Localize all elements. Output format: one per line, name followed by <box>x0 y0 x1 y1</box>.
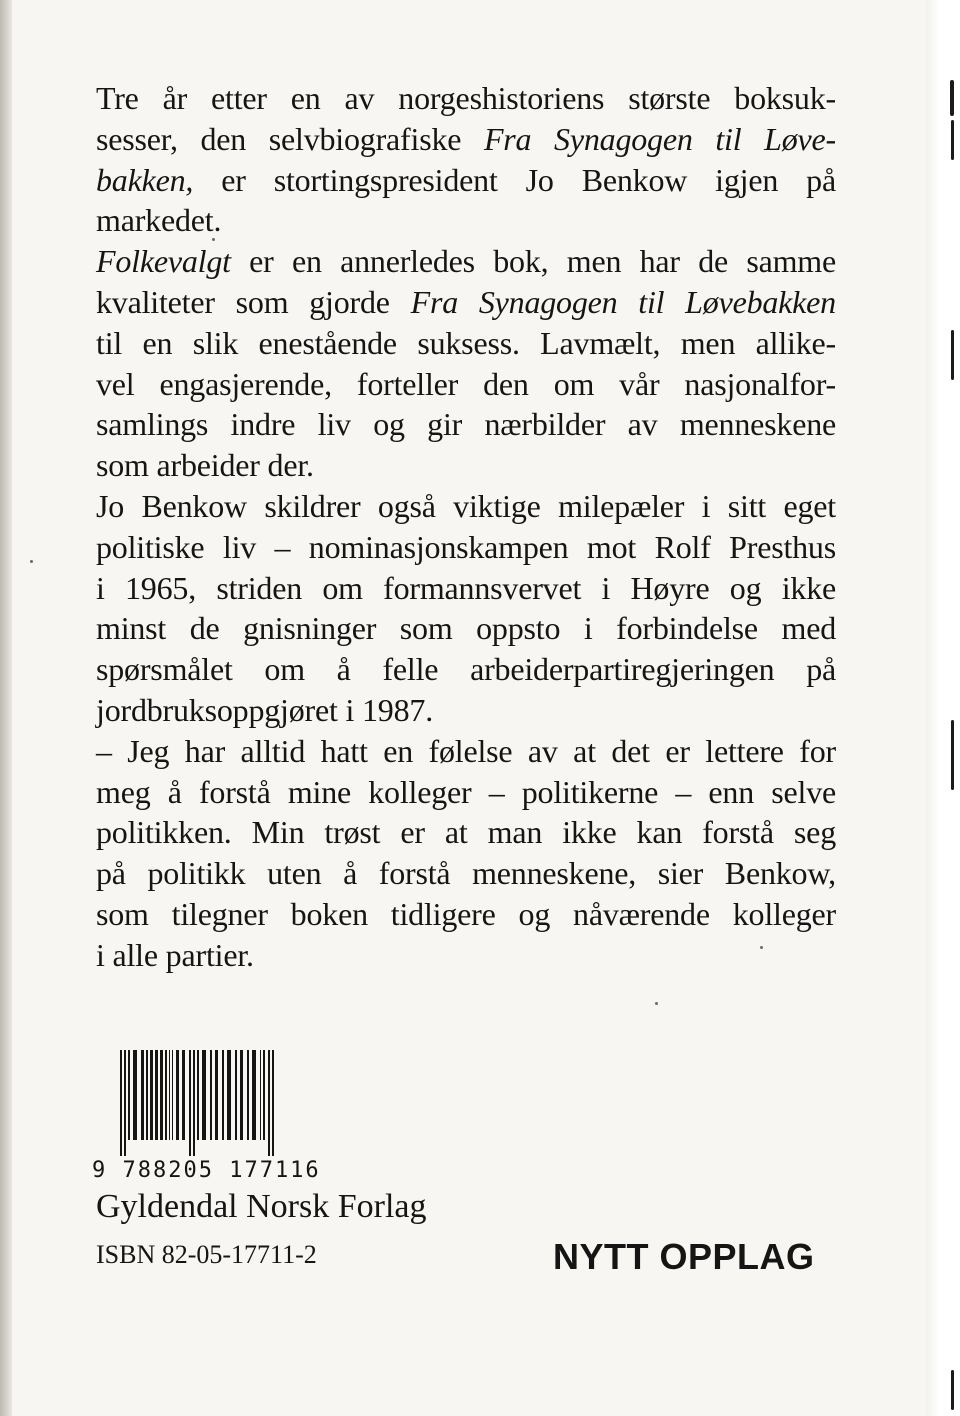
blurb-text-run: er stortingspresident Jo Benkow igjen på <box>193 161 836 198</box>
barcode-bar <box>222 1050 224 1140</box>
edge-mark <box>951 1370 954 1410</box>
blurb-text-run: i alle partier. <box>96 936 254 973</box>
blurb-line <box>96 445 836 486</box>
book-title-italic: Folkevalgt <box>96 243 231 280</box>
barcode-bar <box>272 1050 274 1156</box>
barcode-bar <box>247 1050 249 1140</box>
barcode-bar <box>252 1050 256 1140</box>
blurb-line <box>96 649 836 690</box>
barcode-bar <box>202 1050 206 1140</box>
barcode-bars <box>118 1050 336 1156</box>
blurb-text-run: vel engasjerende, forteller den om vår nasjonalfor- <box>96 365 836 402</box>
blurb-line <box>96 608 836 649</box>
blurb-line <box>96 404 836 445</box>
barcode-bar <box>150 1050 153 1140</box>
edge-mark <box>951 720 954 790</box>
blurb-line <box>96 731 836 772</box>
barcode-bar <box>128 1050 130 1140</box>
isbn-number: ISBN 82-05-17711-2 <box>96 1240 317 1269</box>
blurb-text-run: i 1965, striden om formannsvervet i Høyre og ikke <box>96 569 836 606</box>
blurb-text-run: minst de gnisninger som oppsto i forbindelse med <box>96 610 836 647</box>
reprint-stamp: NYTT OPPLAG <box>553 1236 815 1277</box>
blurb-line <box>96 160 836 201</box>
blurb-line <box>96 486 836 527</box>
blurb-text-run: sesser, den selvbiografiske <box>96 120 484 157</box>
barcode-bar <box>165 1050 167 1140</box>
cover-left-edge <box>0 0 12 1416</box>
blurb-text-run: politikken. Min trøst er at man ikke kan forstå seg <box>96 814 836 851</box>
barcode-digits: 9 788205 177116 <box>92 1158 321 1183</box>
blurb-text-run: som tilegner boken tidligere og nåværende kolleger <box>96 895 836 932</box>
blurb-text-run: politiske liv – nominasjonskampen mot Rolf Presthus <box>96 528 836 565</box>
blurb-text-run: – Jeg har alltid hatt en følelse av at det er lettere for <box>96 732 836 769</box>
barcode-bar <box>120 1050 122 1156</box>
publisher-name: Gyldendal Norsk Forlag <box>96 1188 427 1225</box>
barcode-bar <box>215 1050 218 1140</box>
blurb-text-run: er en annerledes bok, men har de samme <box>230 243 836 280</box>
barcode-bar <box>146 1050 148 1140</box>
paper-speck <box>212 238 215 241</box>
blurb-text-run: samlings indre liv og gir nærbilder av menneskene <box>96 406 836 443</box>
blurb-text <box>96 78 836 976</box>
barcode-bar <box>182 1050 185 1140</box>
barcode-bar <box>172 1050 173 1140</box>
barcode-bar <box>160 1050 163 1140</box>
barcode-bar <box>124 1050 126 1156</box>
blurb-line <box>96 935 836 976</box>
blurb-line <box>96 772 836 813</box>
book-title-italic: bakken, <box>96 161 194 198</box>
blurb-text-run: Tre år etter en av norgeshistoriens største boksuk- <box>96 80 836 116</box>
barcode-bar <box>235 1050 237 1140</box>
blurb-line <box>96 241 836 282</box>
blurb-text-run: som arbeider der. <box>96 447 314 484</box>
barcode-bar <box>197 1050 199 1140</box>
paper-speck <box>760 946 763 949</box>
blurb-text-run: Jo Benkow skildrer også viktige milepæler i sitt eget <box>96 487 836 524</box>
barcode-bar <box>210 1050 212 1140</box>
blurb-line <box>96 78 836 119</box>
isbn-barcode <box>118 1050 336 1156</box>
blurb-line <box>96 527 836 568</box>
book-title-italic: Fra Synagogen til Løvebakken <box>410 283 836 320</box>
blurb-text-run: markedet. <box>96 202 222 239</box>
barcode-bar <box>268 1050 270 1156</box>
barcode-bar <box>193 1050 195 1156</box>
blurb-line <box>96 323 836 364</box>
barcode-bar <box>189 1050 191 1156</box>
blurb-text-run: kvaliteter som gjorde <box>96 283 411 320</box>
paper-speck <box>655 1002 658 1005</box>
blurb-text-run: meg å forstå mine kolleger – politikerne – enn selve <box>96 773 836 810</box>
blurb-text-run: til en slik enestående suksess. Lavmælt, men allike- <box>96 324 836 361</box>
barcode-bar <box>169 1050 170 1140</box>
barcode-bar <box>263 1050 265 1140</box>
blurb-line <box>96 364 836 405</box>
blurb-line <box>96 119 836 160</box>
barcode-bar <box>141 1050 144 1140</box>
blurb-line <box>96 690 836 731</box>
edge-mark <box>951 330 954 380</box>
barcode-bar <box>227 1050 231 1140</box>
blurb-text-run: jordbruksoppgjøret i 1987. <box>96 691 433 728</box>
blurb-text-run: spørsmålet om å felle arbeiderpartiregjeringen på <box>96 651 836 688</box>
cover-right-edge <box>926 0 960 1416</box>
blurb-line <box>96 894 836 935</box>
barcode-bar <box>133 1050 137 1140</box>
barcode-bar <box>240 1050 243 1140</box>
edge-mark <box>951 120 954 160</box>
barcode-bar <box>155 1050 158 1140</box>
blurb-line <box>96 853 836 894</box>
blurb-text-run: på politikk uten å forstå menneskene, sier Benkow, <box>96 855 836 892</box>
blurb-line <box>96 568 836 609</box>
paper-speck <box>30 560 33 563</box>
blurb-line <box>96 200 836 241</box>
edge-mark <box>950 80 954 116</box>
blurb-line <box>96 812 836 853</box>
barcode-bar <box>260 1050 261 1140</box>
barcode-bar <box>176 1050 179 1140</box>
book-title-italic: Fra Synagogen til Løve- <box>483 120 836 157</box>
blurb-line <box>96 282 836 323</box>
